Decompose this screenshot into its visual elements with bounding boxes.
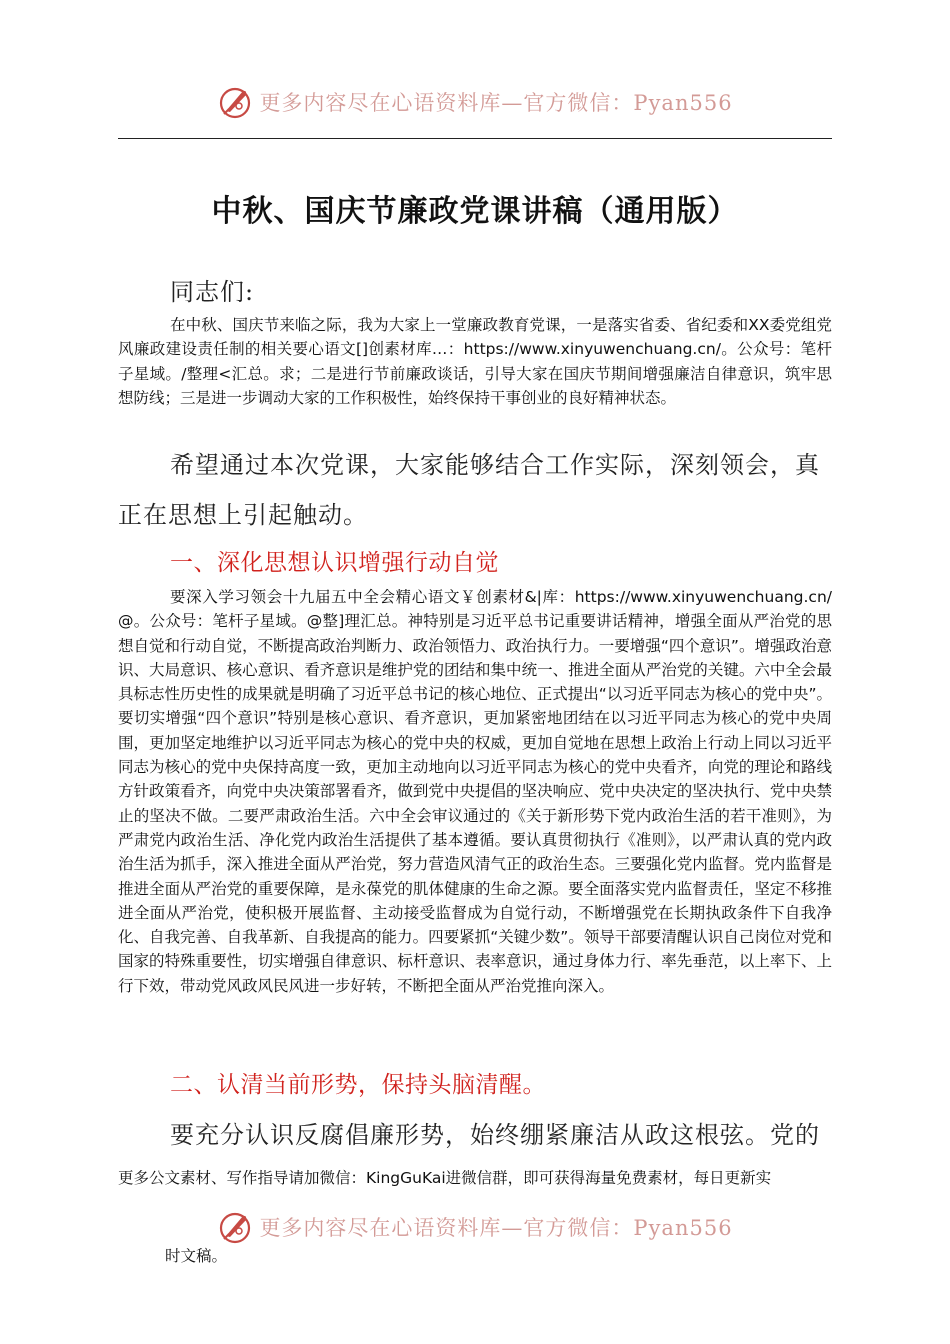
section1-heading: 一、深化思想认识增强行动自觉 — [170, 550, 499, 576]
section2-heading: 二、认清当前形势，保持头脑清醒。 — [170, 1072, 546, 1098]
header-divider — [118, 138, 832, 139]
greeting: 同志们: — [170, 278, 255, 306]
document-title: 中秋、国庆节廉政党课讲稿（通用版） — [211, 194, 739, 229]
watermark-text: 更多内容尽在心语资料库—官方微信：Pyan556 — [259, 1216, 733, 1240]
section1-body: 要深入学习领会十九届五中全会精心语文￥创素材&|库：https://www.xinyuwenchuang.cn/@。公众号：笔杆子星域。@整]理汇总。神特别是习近平总书记重要讲话精神，增强全面从严治党的思想自觉和行动自觉，不断提高政治判断力、政治领悟力、政治执行力。一要增强“四个意识”。增强政治意识、大局意识、核心意识、看齐意识是维护党的团结和集中统一、推进全面从严治党的关键。六中全会最具标志性历史性的成果就是明确了习近平总书记的核心地位、正式提出“以习近平同志为核心的党中央”。要切实增强“四个意识”特别是核心意识、看齐意识，更加紧密地团结在以习近平同志为核心的党中央周围，更加坚定地维护以习近平同志为核心的党中央的权威，更加自觉地在思想上政治上行动上同以习近平同志为核心的党中央保持高度一致，更加主动地向以习近平同志为核心的党中央看齐，向党的理论和路线方针政策看齐，向党中央决策部署看齐，做到党中央提倡的坚决响应、党中央决定的坚决执行、党中央禁止的坚决不做。二要严肃政治生活。六中全会审议通过的《关于新形势下党内政治生活的若干准则》，为严肃党内政治生活、净化党内政治生活提供了基本遵循。要认真贯彻执行《准则》，以严肃认真的党内政治生活为抓手，深入推进全面从严治党，努力营造风清气正的政治生态。三要强化党内监督。党内监督是推进全面从严治党的重要保障，是永葆党的肌体健康的生命之源。要全面落实党内监督责任，坚定不移推进全面从严治党，使积极开展监督、主动接受监督成为自觉行动，不断增强党在长期执政条件下自我净化、自我完善、自我革新、自我提高的能力。四要紧抓“关键少数”。领导干部要清醒认识自己岗位对党和国家的特殊重要性，切实增强自律意识、标杆意识、表率意识，通过身体力行、率先垂范，以上率下、上行下效，带动党风政风民风进一步好转，不断把全面从严治党推向深入。 — [118, 588, 832, 995]
footer-watermark — [0, 1207, 950, 1247]
hope-paragraph: 希望通过本次党课，大家能够结合工作实际，深刻领会，真正在思想上引起触动。 — [118, 451, 820, 529]
header-watermark — [0, 82, 950, 122]
quill-logo-icon — [217, 1209, 253, 1245]
section2-body: 要充分认识反腐倡廉形势，始终绷紧廉洁从政这根弦。党的 — [170, 1121, 820, 1149]
footer-note-tail: 时文稿。 — [165, 1247, 228, 1265]
watermark-text: 更多内容尽在心语资料库—官方微信：Pyan556 — [259, 91, 733, 115]
quill-logo-icon — [217, 84, 253, 120]
intro-paragraph: 在中秋、国庆节来临之际，我为大家上一堂廉政教育党课，一是落实省委、省纪委和XX委党组党风廉政建设责任制的相关要心语文[]创素材库…：https://www.xinyuwenchuang.cn/。公众号：笔杆子星域。/整理<汇总。求；二是进行节前廉政谈话，引导大家在国庆节期间增强廉洁自律意识，筑牢思想防线；三是进一步调动大家的工作积极性，始终保持干事创业的良好精神状态。 — [118, 316, 832, 407]
footer-note: 更多公文素材、写作指导请加微信：KingGuKai进微信群，即可获得海量免费素材，每日更新实 — [118, 1169, 772, 1187]
